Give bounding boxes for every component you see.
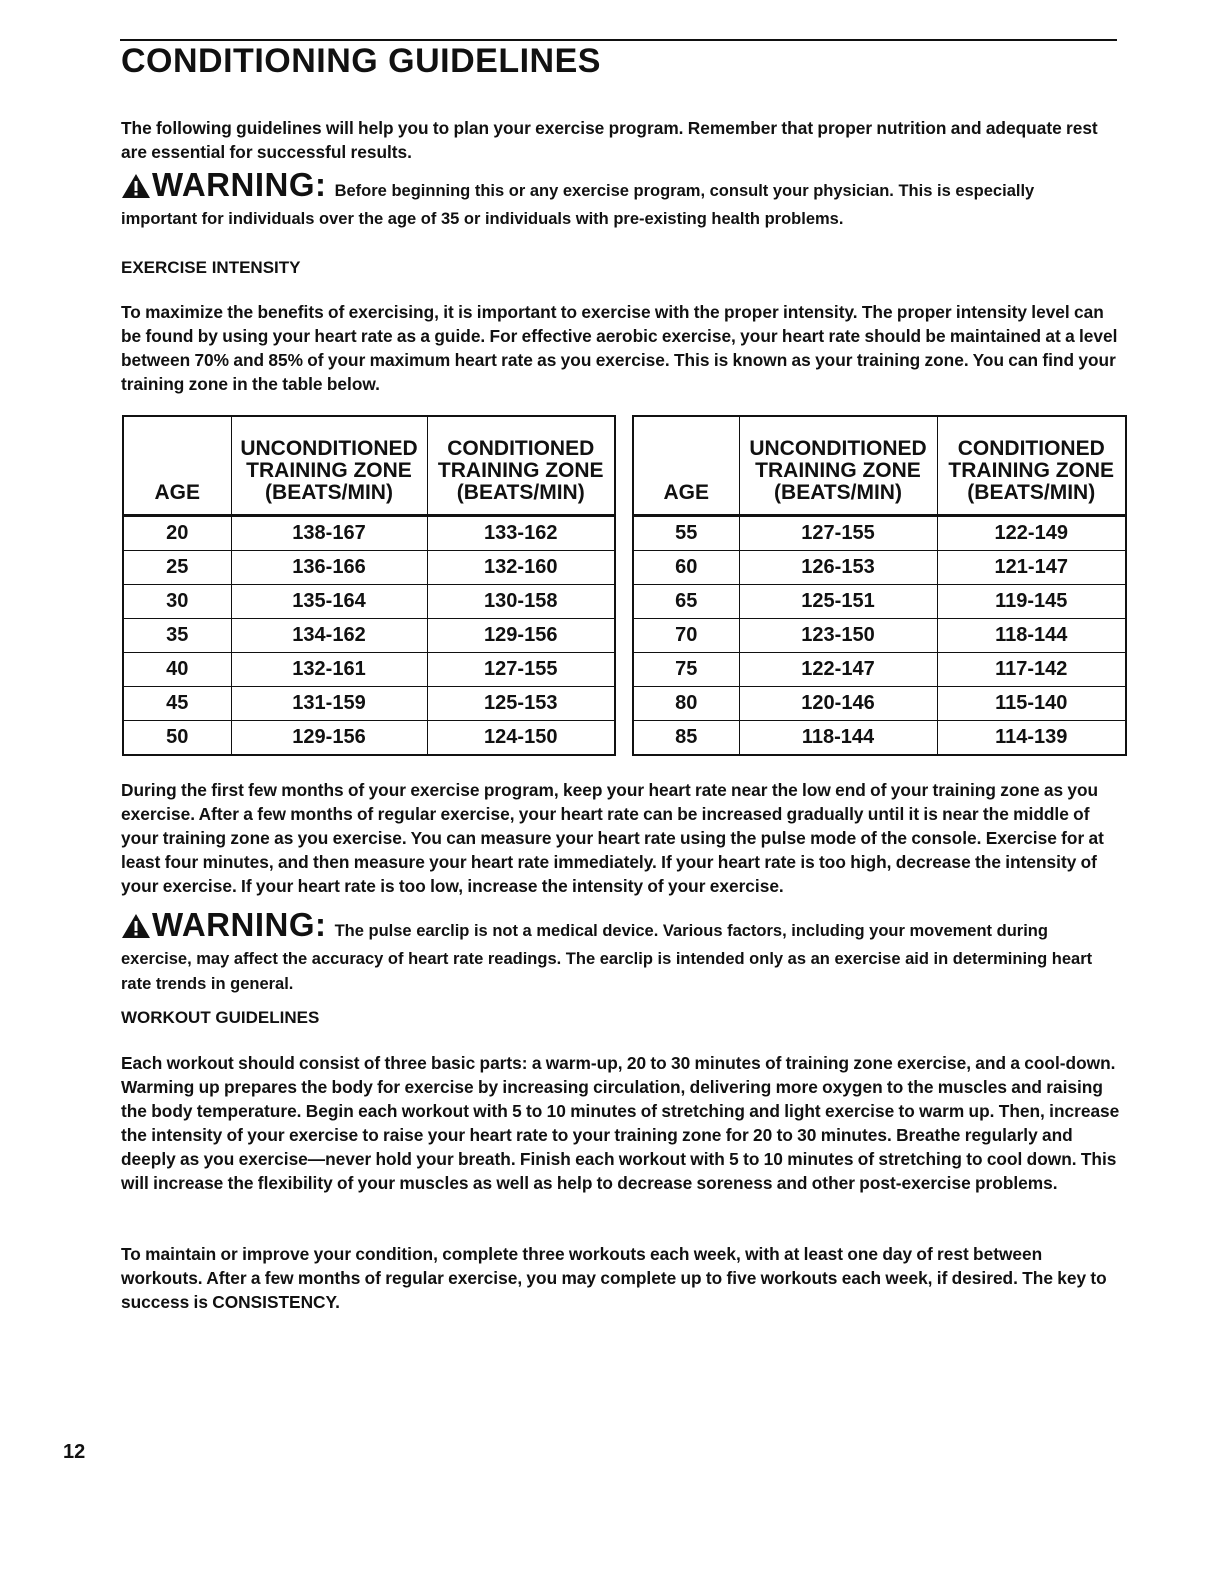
- warning-label: WARNING: [152, 166, 315, 203]
- conditioned-header: CONDITIONED TRAINING ZONE (BEATS/MIN): [427, 416, 615, 516]
- conditioned-cell: 118-144: [937, 619, 1126, 653]
- conditioned-cell: 115-140: [937, 687, 1126, 721]
- table-row: [123, 551, 615, 585]
- intro-paragraph: The following guidelines will help you to plan your exercise program. Remember that proper nutrition and adequate rest are essential for successful results.: [121, 118, 1098, 162]
- conditioned-cell: 129-156: [427, 619, 615, 653]
- age-cell: 35: [123, 619, 231, 653]
- unconditioned-cell: 122-147: [739, 653, 937, 687]
- workout-guidelines-heading: WORKOUT GUIDELINES: [121, 1008, 320, 1027]
- age-cell: 60: [633, 551, 739, 585]
- age-cell: 25: [123, 551, 231, 585]
- unconditioned-cell: 132-161: [231, 653, 427, 687]
- unconditioned-cell: 125-151: [739, 585, 937, 619]
- conditioned-cell: 114-139: [937, 721, 1126, 756]
- conditioned-cell: 127-155: [427, 653, 615, 687]
- table-row: [633, 585, 1126, 619]
- age-cell: 75: [633, 653, 739, 687]
- warning-triangle-icon: [121, 173, 151, 207]
- table-row: [123, 653, 615, 687]
- age-cell: 70: [633, 619, 739, 653]
- table-row: [633, 516, 1126, 551]
- conditioned-cell: 125-153: [427, 687, 615, 721]
- title-rule: [120, 39, 1117, 41]
- consistency-paragraph: To maintain or improve your condition, complete three workouts each week, with at least one day of rest between workouts. After a few months of regular exercise, you may complete up to five workouts each week, if desired. The key to success is CONSISTENCY.: [121, 1244, 1107, 1312]
- table-row: [123, 585, 615, 619]
- unconditioned-cell: 123-150: [739, 619, 937, 653]
- conditioned-cell: 119-145: [937, 585, 1126, 619]
- table-row: [633, 687, 1126, 721]
- unconditioned-cell: 120-146: [739, 687, 937, 721]
- table-row: [633, 619, 1126, 653]
- table-row: [633, 721, 1126, 756]
- table-row: [123, 516, 615, 551]
- warning-text: Before beginning this or any exercise program, consult your physician. This is especially important for individuals over the age of 35 or individuals with pre-existing health problems.: [121, 182, 1035, 228]
- unconditioned-cell: 134-162: [231, 619, 427, 653]
- unconditioned-cell: 135-164: [231, 585, 427, 619]
- conditioned-cell: 132-160: [427, 551, 615, 585]
- age-cell: 55: [633, 516, 739, 551]
- conditioned-cell: 121-147: [937, 551, 1126, 585]
- unconditioned-header: UNCONDITIONED TRAINING ZONE (BEATS/MIN): [739, 416, 937, 516]
- warning-colon: :: [315, 906, 326, 943]
- conditioned-cell: 124-150: [427, 721, 615, 756]
- workout-guidelines-paragraph: Each workout should consist of three basic parts: a warm-up, 20 to 30 minutes of training zone exercise, and a cool-down. Warming up prepares the body for exercise by increasing circulation, delivering more oxygen to the muscles and raising the body temperature. Begin each workout with 5 to 10 minutes of stretching and light exercise to warm up. Then, increase the intensity of your exercise to raise your heart rate to your training zone for 20 to 30 minutes. Breathe regularly and deeply as you exercise—never hold your breath. Finish each workout with 5 to 10 minutes of stretching to cool down. This will increase the flexibility of your muscles as well as help to decrease soreness and other post-exercise problems.: [121, 1053, 1120, 1193]
- page-title: CONDITIONING GUIDELINES: [121, 42, 601, 80]
- warning-block-1: [121, 166, 1106, 232]
- conditioned-cell: 133-162: [427, 516, 615, 551]
- age-header: AGE: [633, 416, 739, 516]
- exercise-intensity-heading: EXERCISE INTENSITY: [121, 258, 301, 277]
- warning-text: The pulse earclip is not a medical device. Various factors, including your movement during exercise, may affect the accuracy of heart rate readings. The earclip is intended only as an exercise aid in determining heart rate trends in general.: [121, 922, 1093, 993]
- age-cell: 30: [123, 585, 231, 619]
- unconditioned-cell: 127-155: [739, 516, 937, 551]
- training-zone-table-left: [122, 415, 616, 756]
- unconditioned-header: UNCONDITIONED TRAINING ZONE (BEATS/MIN): [231, 416, 427, 516]
- warning-label: WARNING: [152, 906, 315, 943]
- age-cell: 45: [123, 687, 231, 721]
- table-header-row: [123, 416, 615, 516]
- age-cell: 85: [633, 721, 739, 756]
- age-cell: 20: [123, 516, 231, 551]
- unconditioned-cell: 138-167: [231, 516, 427, 551]
- unconditioned-cell: 126-153: [739, 551, 937, 585]
- table-row: [633, 653, 1126, 687]
- age-cell: 65: [633, 585, 739, 619]
- conditioned-header: CONDITIONED TRAINING ZONE (BEATS/MIN): [937, 416, 1126, 516]
- heart-rate-paragraph: During the first few months of your exercise program, keep your heart rate near the low end of your training zone as you exercise. After a few months of regular exercise, your heart rate can be increased gradually until it is near the middle of your training zone as you exercise. You can measure your heart rate using the pulse mode of the console. Exercise for at least four minutes, and then measure your heart rate immediately. If your heart rate is too high, decrease the intensity of your exercise. If your heart rate is too low, increase the intensity of your exercise.: [121, 780, 1104, 896]
- exercise-intensity-paragraph: To maximize the benefits of exercising, it is important to exercise with the proper intensity. The proper intensity level can be found by using your heart rate as a guide. For effective aerobic exercise, your heart rate should be maintained at a level between 70% and 85% of your maximum heart rate as you exercise. This is known as your training zone. You can find your training zone in the table below.: [121, 302, 1118, 394]
- age-cell: 40: [123, 653, 231, 687]
- page-number: 12: [63, 1441, 86, 1463]
- unconditioned-cell: 131-159: [231, 687, 427, 721]
- table-header-row: [633, 416, 1126, 516]
- table-row: [633, 551, 1126, 585]
- conditioned-cell: 117-142: [937, 653, 1126, 687]
- unconditioned-cell: 129-156: [231, 721, 427, 756]
- age-header: AGE: [123, 416, 231, 516]
- warning-colon: :: [315, 166, 326, 203]
- age-cell: 50: [123, 721, 231, 756]
- table-row: [123, 619, 615, 653]
- warning-triangle-icon: [121, 913, 151, 947]
- table-row: [123, 721, 615, 756]
- unconditioned-cell: 136-166: [231, 551, 427, 585]
- conditioned-cell: 122-149: [937, 516, 1126, 551]
- training-zone-table-right: [632, 415, 1127, 756]
- warning-block-2: [121, 906, 1106, 997]
- age-cell: 80: [633, 687, 739, 721]
- unconditioned-cell: 118-144: [739, 721, 937, 756]
- conditioned-cell: 130-158: [427, 585, 615, 619]
- table-row: [123, 687, 615, 721]
